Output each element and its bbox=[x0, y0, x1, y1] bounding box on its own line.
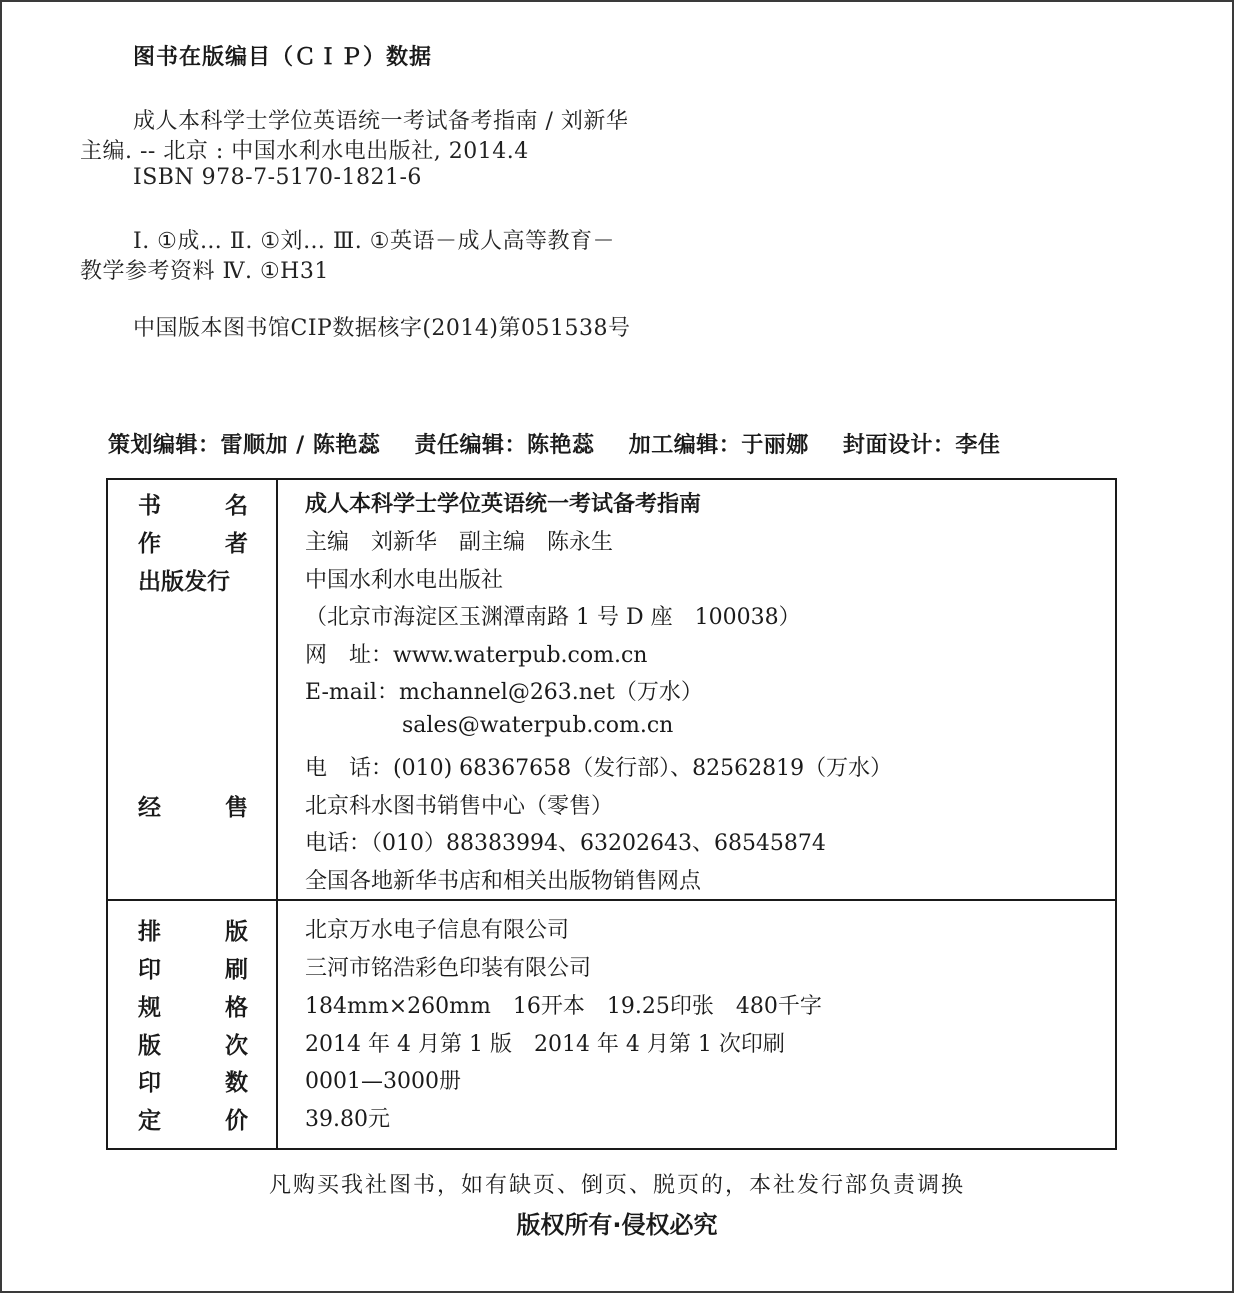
label-author: 作 者 bbox=[138, 531, 248, 557]
replacement-notice: 凡购买我社图书，如有缺页、倒页、脱页的，本社发行部负责调换 bbox=[268, 1173, 965, 1198]
value-retail-center: 北京科水图书销售中心（零售） bbox=[305, 794, 614, 819]
section-divider bbox=[108, 899, 1115, 901]
credit-planning-editor: 策划编辑：雷顺加 / 陈艳蕊 bbox=[108, 433, 381, 458]
value-typesetting: 北京万水电子信息有限公司 bbox=[305, 918, 570, 943]
value-retail-outlets: 全国各地新华书店和相关出版物销售网点 bbox=[305, 869, 702, 894]
value-specification: 184mm×260mm 16开本 19.25印张 480千字 bbox=[305, 994, 822, 1019]
credit-processing-editor: 加工编辑：于丽娜 bbox=[628, 433, 809, 458]
credit-responsible-editor: 责任编辑：陈艳蕊 bbox=[414, 433, 595, 458]
cip-record-number: 中国版本图书馆CIP数据核字(2014)第051538号 bbox=[133, 316, 631, 341]
cip-classification-line: Ⅰ. ①成… Ⅱ. ①刘… Ⅲ. ①英语－成人高等教育－ bbox=[133, 229, 615, 254]
cip-title-line: 成人本科学士学位英语统一考试备考指南 / 刘新华 bbox=[133, 109, 629, 134]
label-typesetting: 排 版 bbox=[138, 919, 248, 945]
label-distribution: 经 售 bbox=[138, 795, 248, 821]
value-book-title: 成人本科学士学位英语统一考试备考指南 bbox=[305, 492, 702, 517]
value-email: E-mail：mchannel@263.net（万水） bbox=[305, 680, 703, 705]
cip-publisher-line: 主编. -- 北京 : 中国水利水电出版社, 2014.4 bbox=[80, 139, 529, 164]
publication-info-table bbox=[106, 478, 1117, 1150]
cip-classification-line-2: 教学参考资料 Ⅳ. ①H31 bbox=[80, 259, 329, 284]
label-specification: 规 格 bbox=[138, 995, 248, 1021]
value-publisher: 中国水利水电出版社 bbox=[305, 568, 504, 593]
cip-isbn: ISBN 978-7-5170-1821-6 bbox=[133, 165, 422, 190]
value-publisher-address: （北京市海淀区玉渊潭南路 1 号 D 座 100038） bbox=[305, 605, 801, 630]
value-retail-phone: 电话：（010）88383994、63202643、68545874 bbox=[305, 831, 826, 856]
label-price: 定 价 bbox=[138, 1108, 248, 1134]
cip-heading: 图书在版编目（ＣＩＰ）数据 bbox=[133, 45, 433, 70]
label-publisher: 出版发行 bbox=[138, 569, 230, 595]
value-edition: 2014 年 4 月第 1 版 2014 年 4 月第 1 次印刷 bbox=[305, 1032, 785, 1057]
value-print-run: 0001—3000册 bbox=[305, 1069, 461, 1094]
label-book-title: 书 名 bbox=[138, 493, 248, 519]
value-printing: 三河市铭浩彩色印装有限公司 bbox=[305, 956, 592, 981]
value-email-2: sales@waterpub.com.cn bbox=[402, 713, 674, 738]
editorial-credits bbox=[108, 428, 1000, 459]
column-divider bbox=[276, 480, 278, 1148]
credit-cover-design: 封面设计：李佳 bbox=[842, 433, 1001, 458]
value-author: 主编 刘新华 副主编 陈永生 bbox=[305, 530, 614, 555]
value-phone: 电 话：(010) 68367658（发行部）、82562819（万水） bbox=[305, 756, 893, 781]
copyright-notice: 版权所有·侵权必究 bbox=[516, 1211, 718, 1239]
label-printing: 印 刷 bbox=[138, 957, 248, 983]
label-edition: 版 次 bbox=[138, 1033, 248, 1059]
label-print-run: 印 数 bbox=[138, 1070, 248, 1096]
value-website: 网 址：www.waterpub.com.cn bbox=[305, 643, 648, 668]
value-price: 39.80元 bbox=[305, 1107, 390, 1132]
